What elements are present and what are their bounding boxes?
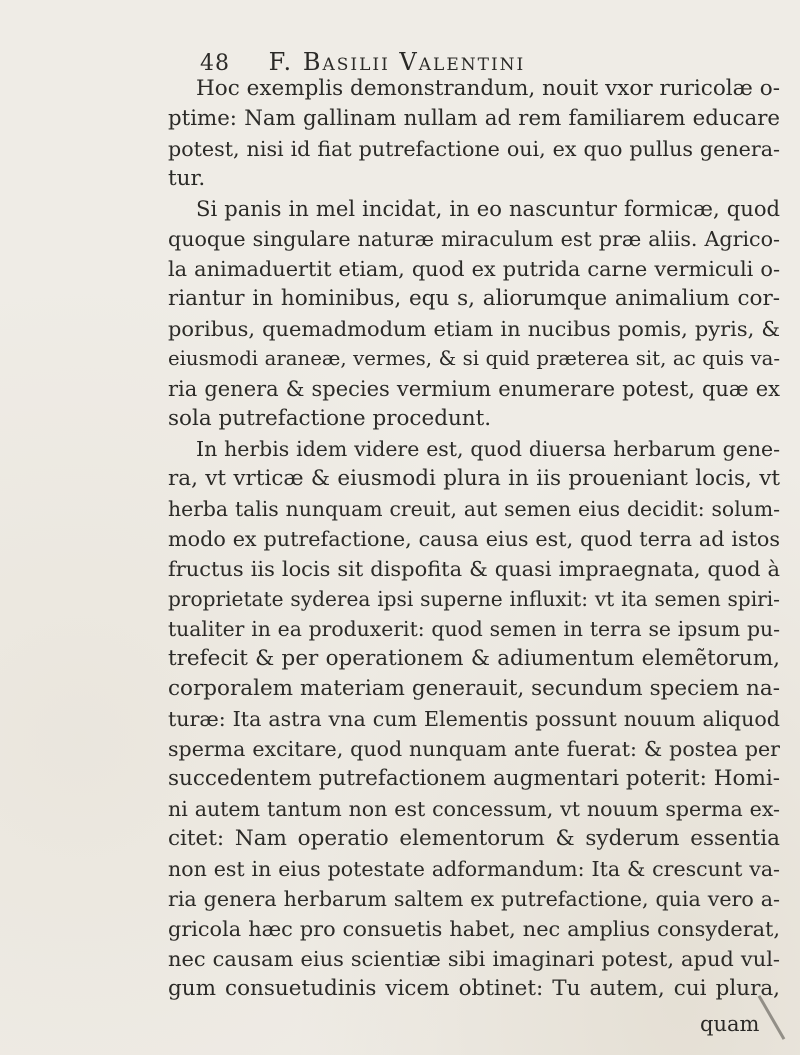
text-line: quoque singulare naturæ miraculum est præ aliis. Agrico- [168, 227, 780, 251]
ink-mark [732, 995, 786, 1055]
page-header [200, 48, 525, 76]
text-line: nec causam eius scientiæ sibi imaginari potest, apud vul- [168, 947, 780, 971]
page-number: 48 [200, 51, 230, 76]
text-line: tualiter in ea produxerit: quod semen in terra se ipsum pu- [168, 617, 780, 641]
text-line: herba talis nunquam creuit, aut semen eius decidit: solum- [168, 497, 780, 521]
text-line: corporalem materiam generauit, secundum speciem na- [168, 676, 780, 701]
text-line: turæ: Ita astra vna cum Elementis possunt nouum aliquod [168, 707, 780, 731]
text-line: riantur in hominibus, equ s, aliorumque animalium cor- [168, 286, 780, 311]
text-line: gum consuetudinis vicem obtinet: Tu autem, cui plura, [168, 976, 780, 1001]
text-line: gricola hæc pro consuetis habet, nec amplius consyderat, [168, 917, 780, 941]
text-line: ria genera & species vermium enumerare potest, quæ ex [168, 377, 780, 401]
text-line: Si panis in mel incidat, in eo nascuntur formicæ, quod [196, 196, 780, 221]
text-line: succedentem putrefactionem augmentari poterit: Homi- [168, 766, 780, 791]
catchword: quam [700, 1012, 760, 1036]
text-line: citet: Nam operatio elementorum & syderum essentia [168, 826, 780, 851]
text-line: non est in eius potestate adformandum: Ita & crescunt va- [168, 857, 780, 881]
text-line: tur. [168, 166, 206, 191]
text-line: In herbis idem videre est, quod diuersa herbarum gene- [196, 437, 780, 461]
text-line: proprietate syderea ipsi superne influxit: vt ita semen spiri- [168, 587, 780, 611]
text-line: la animaduertit etiam, quod ex putrida carne vermiculi o- [168, 257, 780, 281]
text-line: sperma excitare, quod nunquam ante fuerat: & postea per [168, 737, 780, 761]
text-line: poribus, quemadmodum etiam in nucibus pomis, pyris, & [168, 317, 780, 341]
text-line: Hoc exemplis demonstrandum, nouit vxor ruricolæ o- [196, 76, 780, 101]
text-line: trefecit & per operationem & adiumentum elemẽtorum, [168, 646, 780, 671]
text-line: fructus iis locis sit dispofita & quasi impraegnata, quod à [168, 557, 780, 581]
body-text [168, 74, 780, 1004]
text-line: ria genera herbarum saltem ex putrefactione, quia vero a- [168, 887, 780, 911]
running-title: F. Basilii Valentini [268, 48, 526, 76]
text-line: ptime: Nam gallinam nullam ad rem familiarem educare [168, 106, 780, 131]
text-line: sola putrefactione procedunt. [168, 406, 492, 431]
text-line: modo ex putrefactione, causa eius est, quod terra ad istos [168, 527, 780, 551]
text-line: potest, nisi id fiat putrefactione oui, ex quo pullus genera- [168, 137, 780, 161]
text-line: ni autem tantum non est concessum, vt nouum sperma ex- [168, 797, 780, 821]
text-line: eiusmodi araneæ, vermes, & si quid præterea sit, ac quis va- [168, 347, 780, 370]
text-line: ra, vt vrticæ & eiusmodi plura in iis proueniant locis, vt [168, 466, 780, 491]
